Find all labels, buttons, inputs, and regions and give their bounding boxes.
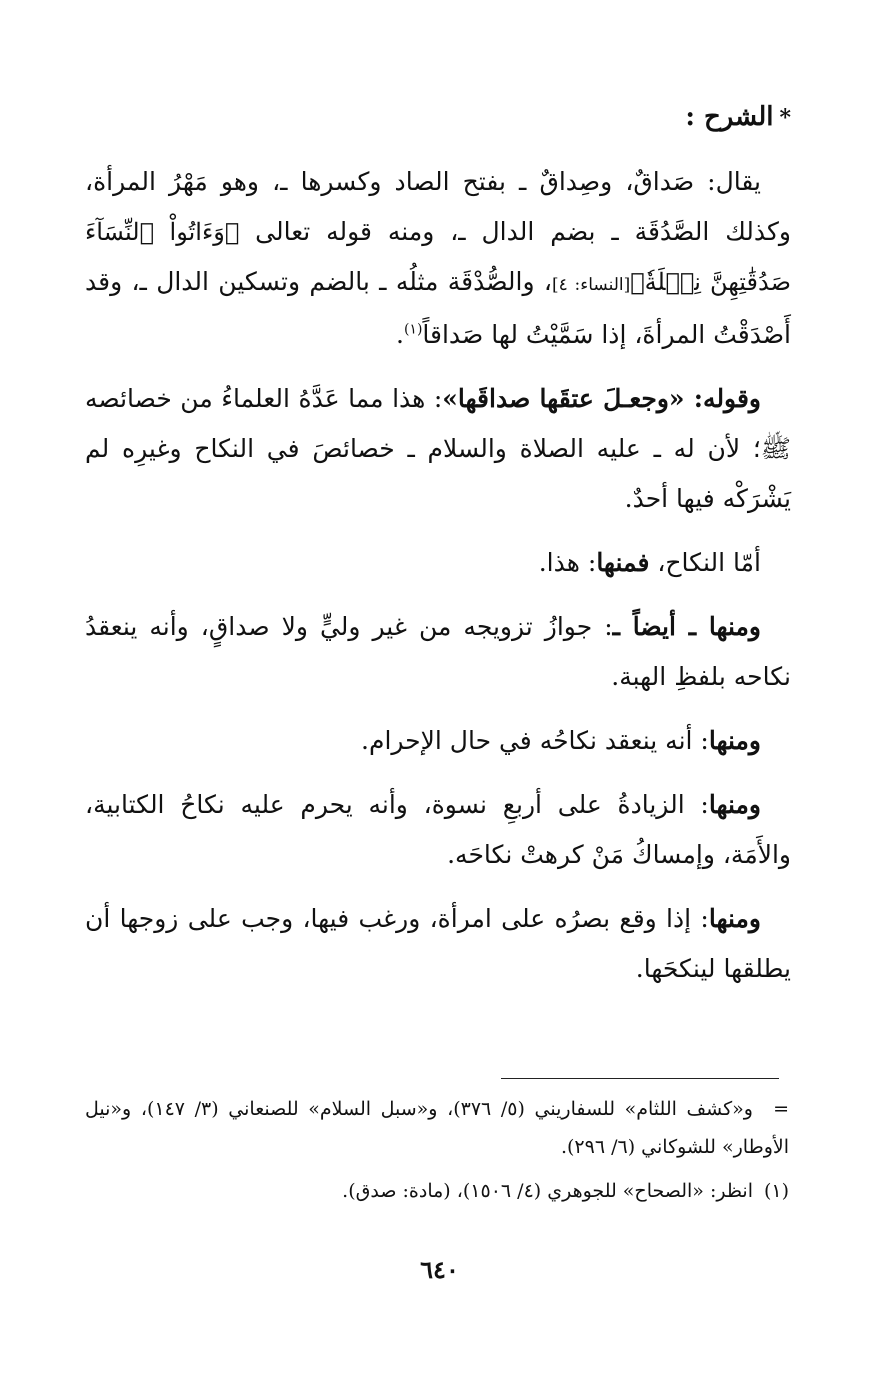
footnote-1	[85, 1172, 789, 1210]
minha-lead-2: ومنها	[708, 726, 761, 755]
paragraph-definition	[85, 157, 791, 360]
section-heading	[85, 92, 791, 143]
heading-text: الشرح :	[685, 102, 774, 132]
minha-lead-4: ومنها	[708, 904, 761, 933]
star-icon: *	[779, 105, 791, 131]
footnote-1-mark: (١)	[763, 1180, 789, 1202]
continuation-text: و«كشف اللثام» للسفاريني (٥/ ٣٧٦)، و«سبل السلام» للصنعاني (٣/ ١٤٧)، و«نيل الأوطار» للشوكاني (٦/ ٢٩٦).	[85, 1098, 789, 1158]
minha-text-1: : جوازُ تزويجه من غير وليٍّ ولا صداقٍ، وأنه ينعقدُ نكاحه بلفظِ الهبة.	[85, 612, 791, 691]
paragraph-minha-4	[85, 894, 791, 994]
definition-end: .	[395, 320, 404, 349]
page-number: ٦٤٠	[420, 1255, 459, 1284]
nikah-pre: أمّا النكاح،	[649, 548, 761, 577]
footnote-1-text: انظر: «الصحاح» للجوهري (٤/ ١٥٠٦)، (مادة: صدق).	[342, 1180, 753, 1202]
main-text	[85, 92, 791, 1008]
footnote-ref: (١)	[403, 321, 423, 338]
minha-lead-3: ومنها	[708, 790, 761, 819]
minha-text-2: : أنه ينعقد نكاحُه في حال الإحرام.	[361, 726, 709, 755]
minha-lead-1: ومنها ـ أيضاً ـ	[612, 612, 761, 641]
footnotes	[85, 1090, 789, 1216]
paragraph-nikah	[85, 538, 791, 588]
quote-lead: وقوله: «وجعـلَ عتقَها صداقَها»	[442, 384, 761, 413]
continuation-mark: =	[773, 1098, 789, 1120]
paragraph-qawluhu	[85, 374, 791, 524]
definition-text-a: يقال: صَداقٌ، وصِداقٌ ـ بفتح الصاد وكسرها ـ، وهو مَهْرُ المرأة، وكذلك الصَّدُقَة ـ بضم الدال ـ، ومنه قوله تعالى	[85, 167, 791, 246]
minha-text-3: : الزيادةُ على أربعِ نسوة، وأنه يحرم عليه نكاحُ الكتابية، والأَمَة، وإمساكُ مَنْ كرهتْ نكاحَه.	[85, 790, 791, 869]
verse-source: [النساء: ٤]	[551, 275, 631, 295]
footnote-divider	[501, 1078, 779, 1079]
paragraph-minha-2	[85, 716, 791, 766]
paragraph-minha-3	[85, 780, 791, 880]
paragraph-minha-1	[85, 602, 791, 702]
minha-text-4: : إذا وقع بصرُه على امرأة، ورغب فيها، وجب على زوجها أن يطلقها لينكحَها.	[85, 904, 791, 983]
quran-verse: ﴿وَءَاتُواْ ٱلنِّسَآءَ صَدُقَٰتِهِنَّ نِحۡلَةٗ﴾	[85, 218, 791, 296]
definition-text-b: ، والصُّدْقَة مثلُه ـ بالضم وتسكين الدال ـ، وقد أَصْدَقْتُ المرأةَ، إذا سَمَّيْتُ لها صَداقاً	[85, 267, 791, 349]
footnote-continuation	[85, 1090, 789, 1166]
nikah-lead: فمنها	[596, 548, 650, 577]
nikah-text: : هذا.	[538, 548, 597, 577]
qawluhu-text: : هذا مما عَدَّهُ العلماءُ من خصائصه ﷺ؛ لأن له ـ عليه الصلاة والسلام ـ خصائصَ في النكاح وغيرِه لم يَشْرَكْه فيها أحدٌ.	[85, 384, 791, 513]
